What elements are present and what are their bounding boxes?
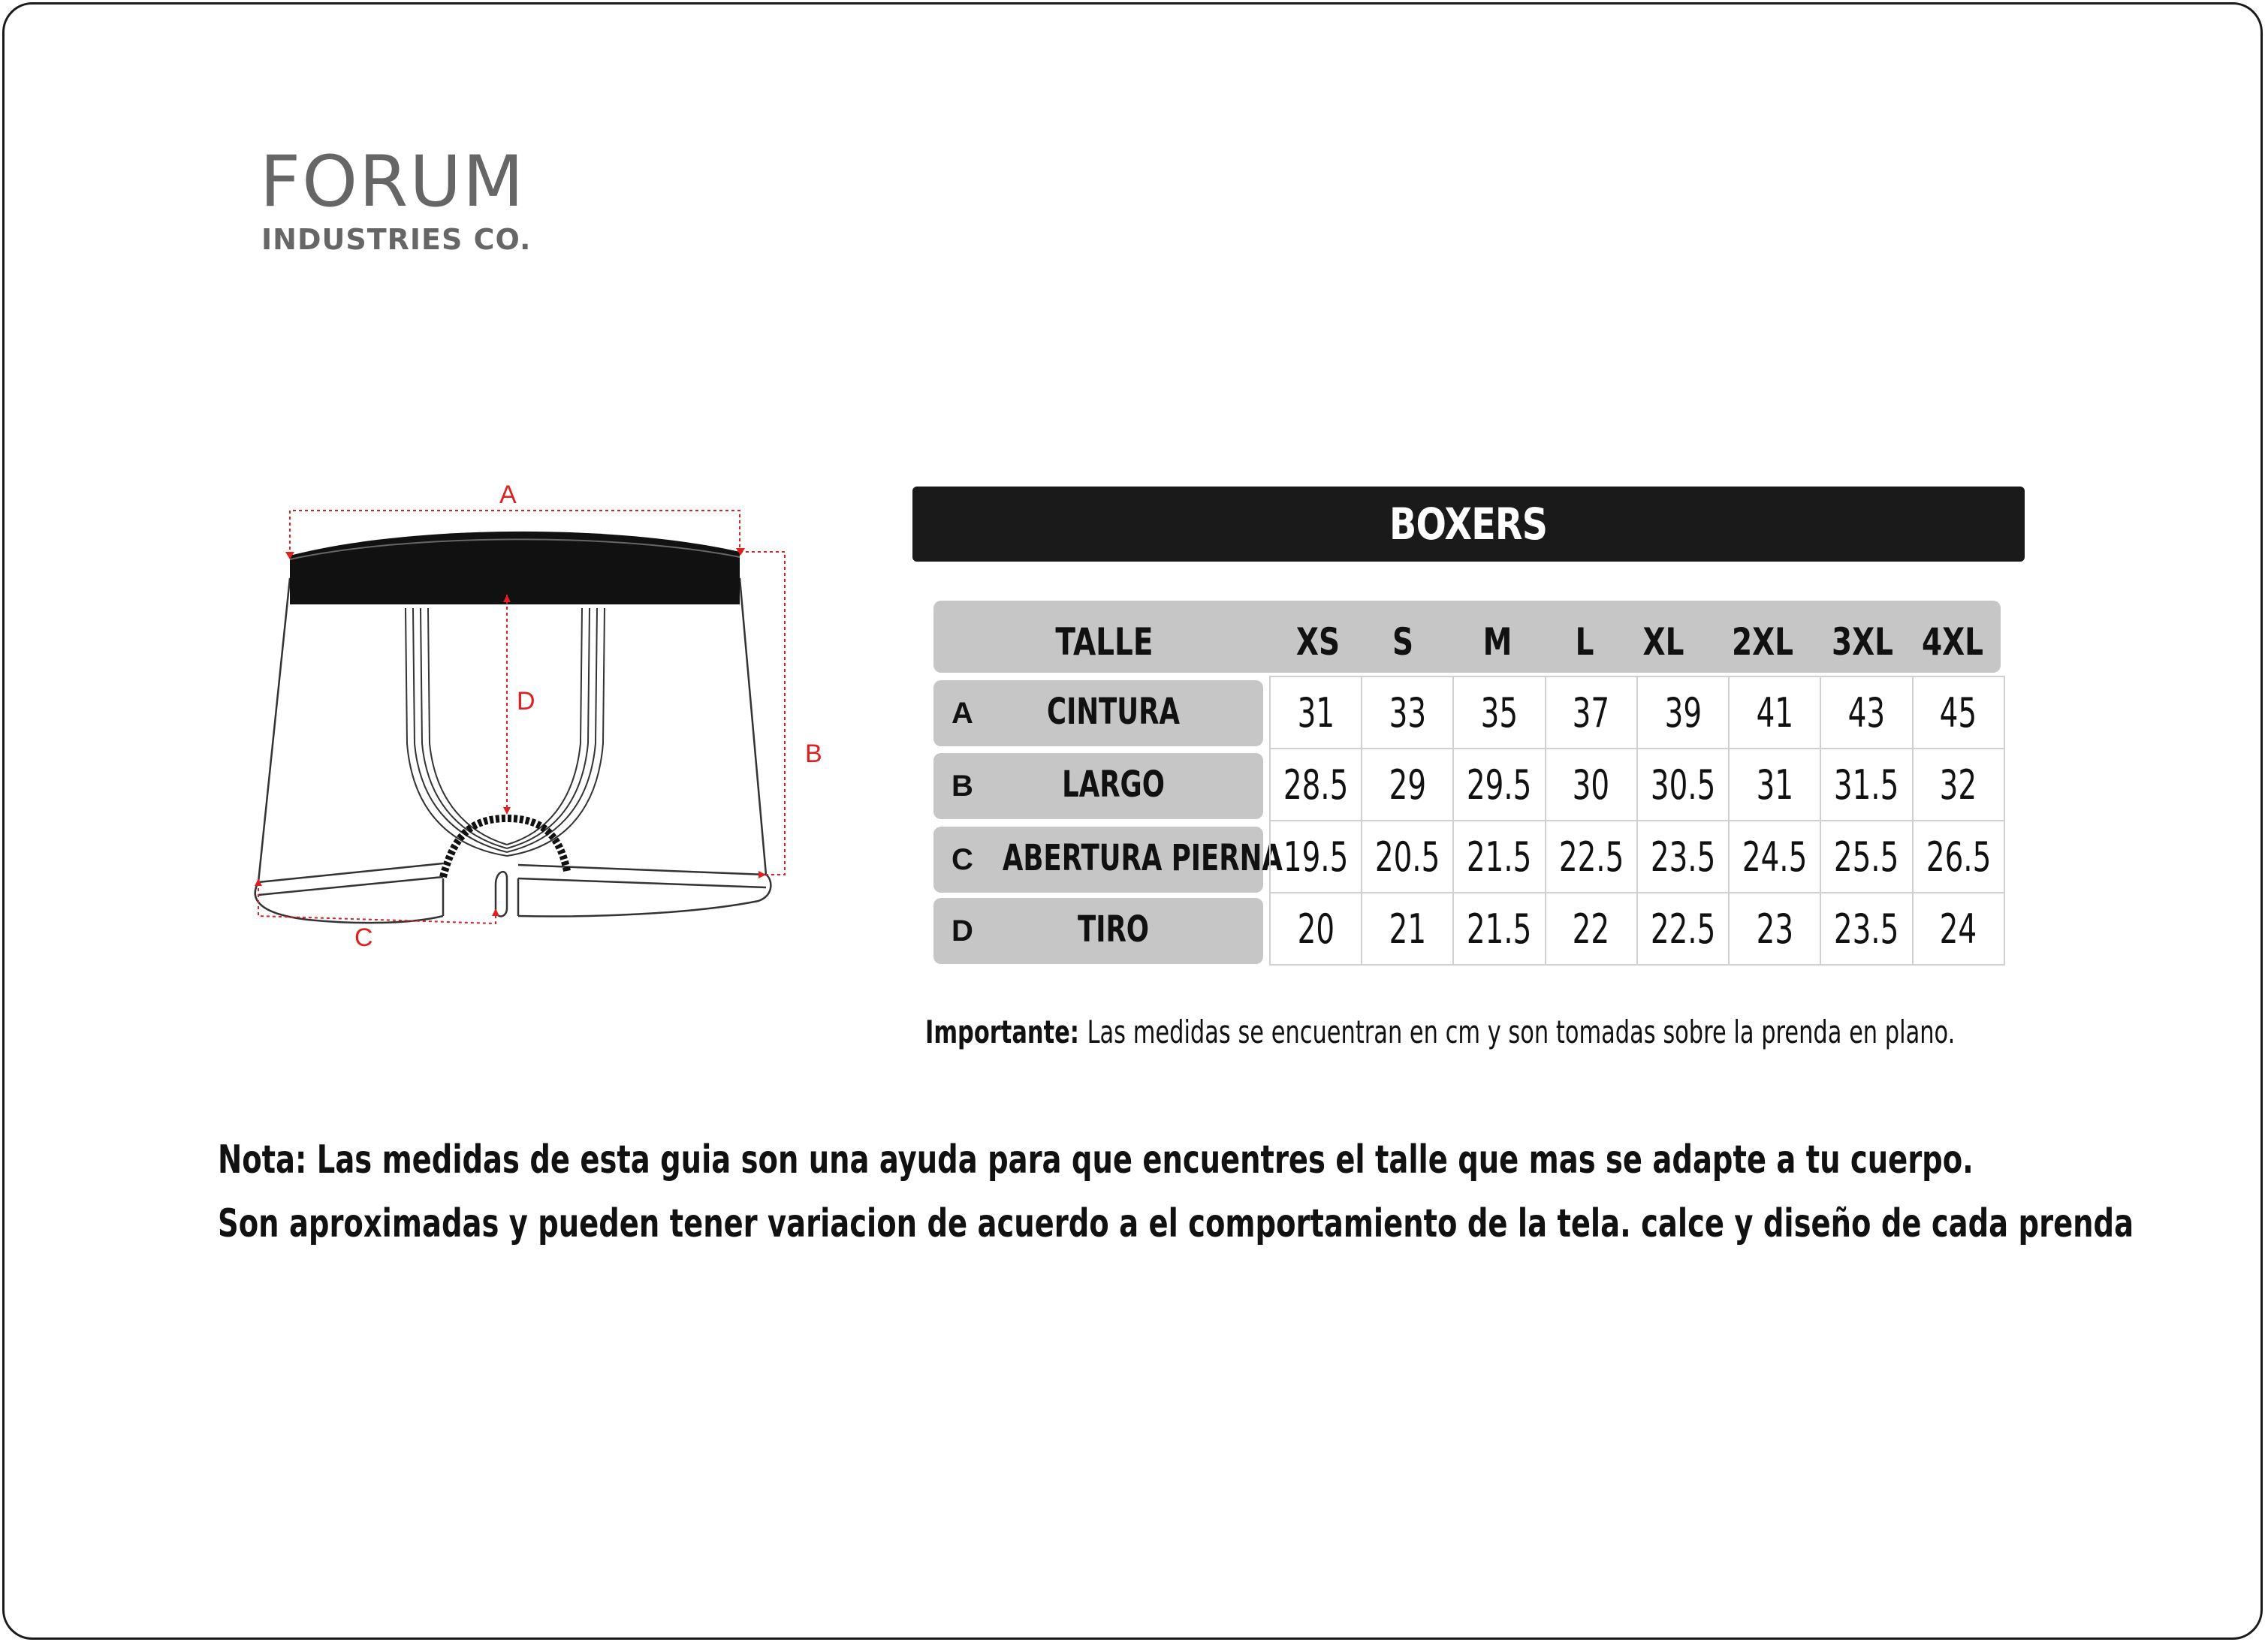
size-table-title-text: BOXERS (1389, 499, 1548, 550)
cell-value: 23 (1756, 905, 1794, 953)
cell-value: 30 (1573, 761, 1610, 809)
row-label-abertura-pierna (933, 827, 1283, 893)
label-a: A (499, 481, 517, 509)
row-label-text: ABERTURA PIERNA (1002, 837, 1283, 879)
size-table-title (912, 487, 2025, 562)
table-row (1270, 749, 2004, 821)
cell-value: 21 (1389, 905, 1427, 953)
row-label-text: CINTURA (1047, 691, 1180, 733)
size-values-grid (1269, 676, 2005, 966)
label-c: C (354, 923, 373, 952)
cell-value: 31.5 (1834, 761, 1899, 809)
size-header-xs: XS (1295, 620, 1341, 664)
size-header-3xl: 3XL (1831, 620, 1894, 664)
size-header-l: L (1575, 620, 1594, 664)
note-line-2 (218, 1201, 2134, 1246)
boxer-outline (255, 578, 771, 923)
cell-value: 30.5 (1650, 761, 1716, 809)
cell-value: 39 (1664, 688, 1702, 737)
size-header-s: S (1392, 620, 1414, 664)
note-line-1 (218, 1137, 1974, 1183)
note-text-2: Son aproximadas y pueden tener variacion de acuerdo a el comportamiento de la tela. calce y diseño de cada prenda (218, 1201, 2134, 1246)
cell-value: 32 (1940, 761, 1977, 809)
cell-value: 20 (1297, 905, 1335, 953)
cell-value: 25.5 (1834, 833, 1899, 881)
label-d: D (517, 687, 535, 716)
cell-value: 24 (1940, 905, 1977, 953)
cell-value: 20.5 (1375, 833, 1440, 881)
row-letter: A (952, 697, 973, 730)
cell-value: 45 (1940, 688, 1977, 737)
size-header-4xl: 4XL (1921, 620, 1984, 664)
row-letter: D (952, 914, 973, 948)
row-label-cintura (933, 680, 1263, 746)
table-row (1270, 676, 2004, 749)
row-letter: C (952, 843, 973, 876)
cell-value: 19.5 (1283, 833, 1349, 881)
cell-value: 22.5 (1558, 833, 1624, 881)
row-label-largo (933, 753, 1263, 819)
cell-value: 21.5 (1467, 905, 1532, 953)
cell-value: 31 (1756, 761, 1794, 809)
cell-value: 22 (1573, 905, 1610, 953)
row-label-text: LARGO (1062, 764, 1165, 806)
note-text-1: Las medidas de esta guia son una ayuda para que encuentres el talle que mas se adapte a tu cuerpo. (316, 1137, 1974, 1183)
important-note (925, 1014, 1955, 1050)
table-row (1270, 821, 2004, 893)
row-label-tiro (933, 898, 1263, 964)
cell-value: 29.5 (1467, 761, 1532, 809)
cell-value: 24.5 (1742, 833, 1808, 881)
cell-value: 29 (1389, 761, 1427, 809)
cell-value: 37 (1573, 688, 1610, 737)
brand-logo-subtitle: INDUSTRIES CO. (261, 223, 532, 256)
cell-value: 26.5 (1926, 833, 1992, 881)
row-label-text: TIRO (1078, 908, 1149, 951)
cell-value: 21.5 (1467, 833, 1532, 881)
important-text: Las medidas se encuentran en cm y son tomadas sobre la prenda en plano. (1087, 1014, 1956, 1050)
cell-value: 41 (1756, 688, 1794, 737)
label-b: B (805, 740, 822, 768)
size-header-m: M (1482, 620, 1513, 664)
row-letter: B (952, 770, 973, 803)
size-header-label: TALLE (1055, 620, 1154, 664)
boxer-diagram (240, 428, 841, 954)
cell-value: 23.5 (1650, 833, 1716, 881)
waistband (290, 532, 740, 604)
cell-value: 22.5 (1650, 905, 1716, 953)
size-header-xl: XL (1642, 620, 1684, 664)
cell-value: 31 (1297, 688, 1335, 737)
brand-logo-name: FORUM (260, 141, 526, 223)
cell-value: 43 (1847, 688, 1886, 737)
table-row (1270, 893, 2004, 965)
cell-value: 33 (1389, 688, 1427, 737)
cell-value: 28.5 (1283, 761, 1349, 809)
size-header-2xl: 2XL (1731, 620, 1794, 664)
cell-value: 35 (1480, 688, 1519, 737)
note-label: Nota: (218, 1137, 307, 1183)
important-label: Importante: (925, 1014, 1079, 1050)
cell-value: 23.5 (1834, 905, 1899, 953)
